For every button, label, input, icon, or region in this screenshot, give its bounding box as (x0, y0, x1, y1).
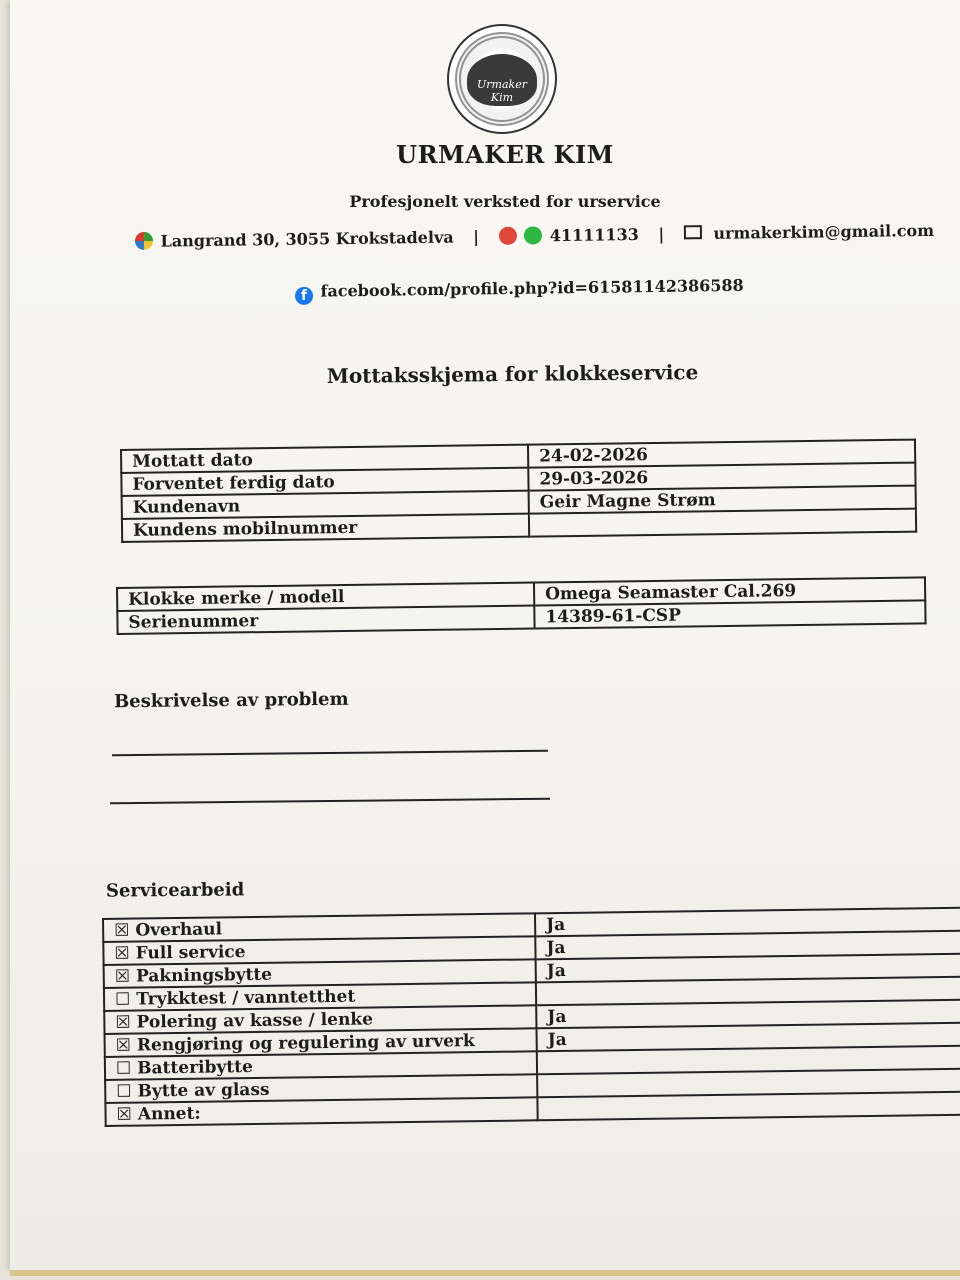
phone-number: 41111133 (549, 224, 639, 246)
service-label: Overhaul (135, 919, 223, 941)
problem-line-1 (112, 750, 548, 757)
row-label: Mottatt dato (121, 445, 528, 473)
facebook-icon: f (295, 287, 313, 305)
row-label: Kundenavn (122, 491, 529, 519)
facebook-url: facebook.com/profile.php?id=61581142386588 (320, 275, 744, 301)
service-label: Full service (135, 942, 246, 964)
service-label: Annet: (137, 1103, 201, 1125)
email-address: urmakerkim@gmail.com (713, 220, 935, 243)
service-value: Ja (536, 1000, 960, 1029)
service-label: Bytte av glass (137, 1079, 270, 1102)
checkbox-icon: ☒ (114, 966, 131, 987)
address: Langrand 30, 3055 Krokstadelva (160, 227, 454, 251)
service-value (537, 1092, 960, 1121)
checkbox-icon: ☒ (115, 1012, 131, 1033)
row-label: Klokke merke / modell (117, 583, 534, 611)
company-name: URMAKER KIM (396, 140, 614, 169)
checkbox-icon: ☐ (116, 1081, 132, 1102)
service-value: Ja (535, 931, 960, 960)
row-value: 14389-61-CSP (534, 600, 925, 628)
service-label: Trykktest / vanntetthet (136, 986, 356, 1010)
company-logo (447, 24, 557, 134)
checkbox-icon: ☐ (115, 1058, 132, 1079)
watch-info-table (116, 576, 927, 635)
facebook-line (295, 276, 744, 305)
row-value: 24-02-2026 (528, 440, 915, 468)
customer-info-table (120, 439, 917, 543)
logo-brand-text: Urmaker Kim (477, 78, 527, 104)
service-work-label: Servicearbeid (105, 879, 245, 902)
whatsapp-icon (524, 226, 542, 244)
map-pin-icon (135, 232, 153, 250)
checkbox-icon: ☒ (115, 1035, 132, 1056)
contact-line (135, 221, 934, 251)
row-label: Serienummer (117, 606, 534, 634)
row-value: Geir Magne Strøm (529, 486, 916, 514)
service-value: Ja (535, 908, 960, 937)
service-item (105, 1097, 537, 1126)
row-value: Omega Seamaster Cal.269 (534, 577, 925, 605)
row-value: 29-03-2026 (528, 463, 915, 491)
checkbox-icon: ☐ (114, 989, 131, 1010)
problem-line-2 (110, 798, 550, 805)
row-label: Forventet ferdig dato (121, 468, 528, 496)
paper-sheet (10, 0, 960, 1270)
service-label: Polering av kasse / lenke (136, 1009, 374, 1033)
row-value (529, 509, 916, 537)
checkbox-icon: ☒ (114, 943, 130, 964)
problem-description-label: Beskrivelse av problem (113, 688, 349, 713)
form-title: Mottaksskjema for klokkeservice (326, 360, 699, 388)
service-table (102, 907, 960, 1127)
mail-icon (684, 225, 702, 239)
row-label: Kundens mobilnummer (122, 514, 529, 542)
separator: | (473, 227, 480, 247)
service-label: Pakningsbytte (135, 964, 273, 987)
separator: | (658, 224, 665, 244)
company-tagline: Profesjonelt verksted for urservice (349, 192, 661, 211)
service-label: Rengjøring og regulering av urverk (136, 1031, 475, 1056)
phone-icon (499, 227, 517, 245)
checkbox-icon: ☒ (116, 1104, 132, 1125)
service-value: Ja (536, 1023, 960, 1052)
service-label: Batteribytte (137, 1057, 253, 1079)
service-value: Ja (536, 954, 960, 983)
checkbox-icon: ☒ (114, 920, 130, 941)
